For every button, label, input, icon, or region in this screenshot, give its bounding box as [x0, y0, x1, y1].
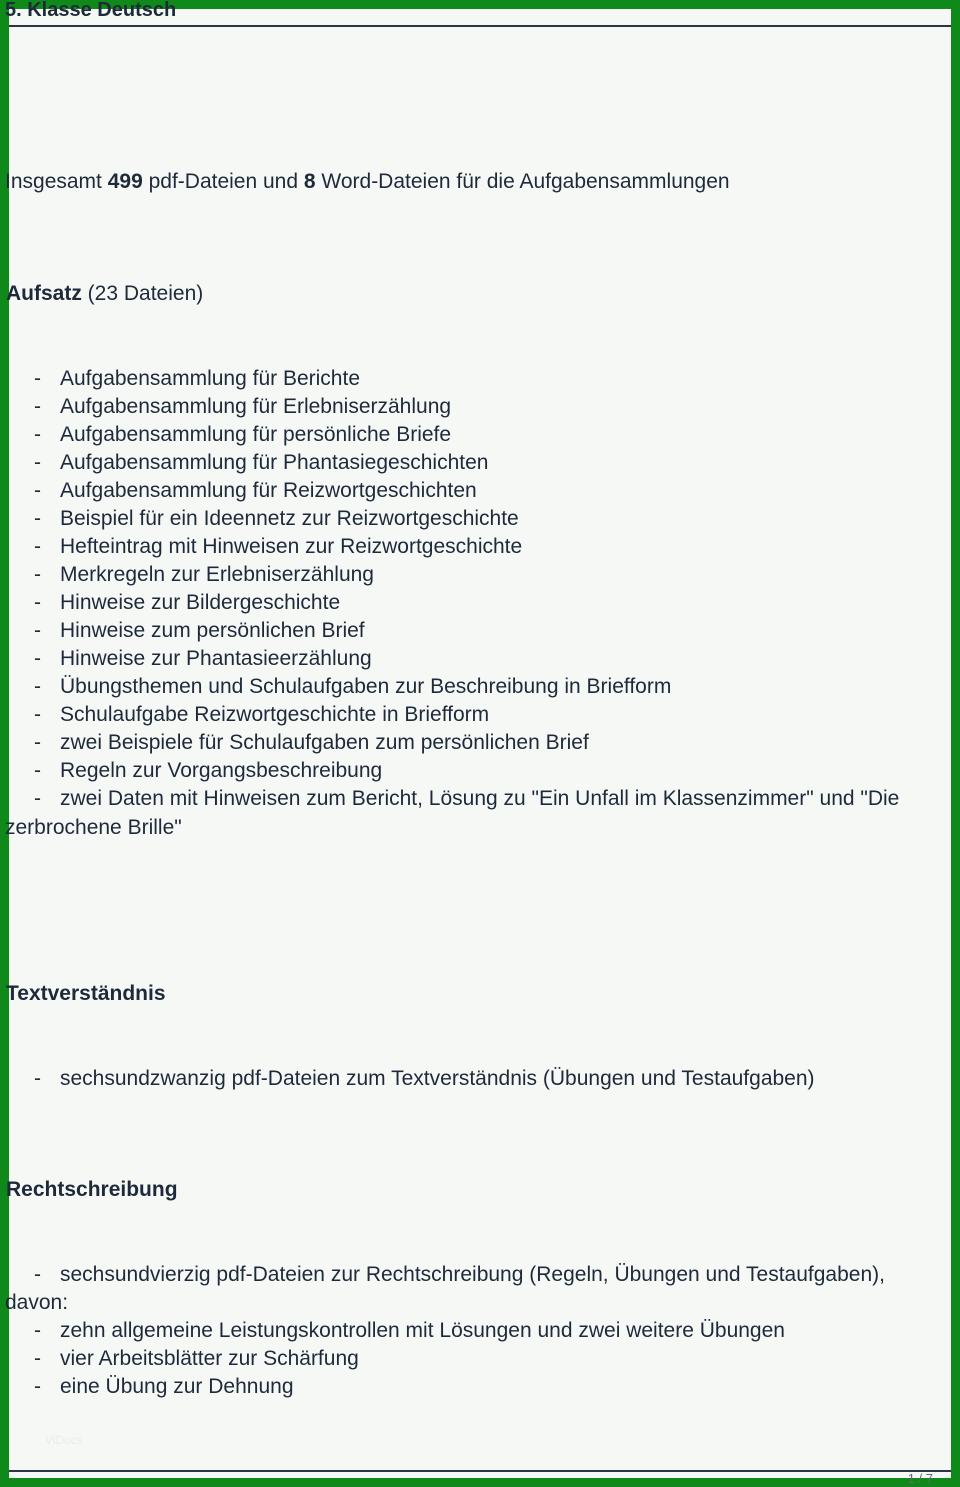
list-item	[9, 449, 899, 477]
section-heading-aufsatz	[6, 282, 203, 306]
list-item-text: Übungsthemen und Schulaufgaben zur Beschreibung in Briefform	[60, 675, 672, 698]
textverstaendnis-heading: Textverständnis	[6, 982, 166, 1005]
list-item	[9, 1345, 785, 1373]
bullet-dash: -	[34, 367, 41, 390]
list-item	[9, 1317, 785, 1345]
list-item	[9, 561, 899, 589]
bullet-dash: -	[34, 395, 41, 418]
list-item	[9, 477, 899, 505]
intro-prefix: Insgesamt	[5, 170, 108, 193]
list-item	[9, 701, 899, 729]
list-item-text: Aufgabensammlung für Reizwortgeschichten	[60, 479, 477, 502]
list-item-text: Hinweise zur Bildergeschichte	[60, 591, 341, 614]
bullet-dash: -	[34, 1375, 41, 1398]
list-item-text: Hinweise zur Phantasieerzählung	[60, 647, 372, 670]
list-item	[9, 1373, 785, 1401]
list-item	[9, 505, 899, 533]
list-item	[9, 393, 899, 421]
page-number: 1 / 7	[907, 1471, 933, 1486]
bullet-dash: -	[34, 535, 41, 558]
list-item	[9, 1261, 885, 1289]
bullet-dash: -	[34, 703, 41, 726]
list-item-text: Regeln zur Vorgangsbeschreibung	[60, 759, 383, 782]
list-item-text: vier Arbeitsblätter zur Schärfung	[60, 1347, 359, 1370]
list-item-text: zehn allgemeine Leistungskontrollen mit Lösungen und zwei weitere Übungen	[60, 1319, 785, 1342]
list-item	[9, 421, 899, 449]
list-item-text: zwei Beispiele für Schulaufgaben zum persönlichen Brief	[60, 731, 589, 754]
aufsatz-list	[9, 365, 899, 813]
list-item-text: Hinweise zum persönlichen Brief	[60, 619, 365, 642]
list-item	[9, 757, 899, 785]
rechtschreibung-heading: Rechtschreibung	[6, 1178, 178, 1201]
bullet-dash: -	[34, 591, 41, 614]
bullet-dash: -	[34, 451, 41, 474]
section-heading-rechtschreibung	[6, 1178, 178, 1202]
header-rule	[9, 25, 951, 27]
list-item-text: Beispiel für ein Ideennetz zur Reizwortgeschichte	[60, 507, 519, 530]
list-item-text: Hefteintrag mit Hinweisen zur Reizwortgeschichte	[60, 535, 523, 558]
intro-line	[5, 170, 730, 194]
bullet-dash: -	[34, 507, 41, 530]
list-item-text: Aufgabensammlung für Phantasiegeschichten	[60, 451, 489, 474]
bullet-dash: -	[34, 619, 41, 642]
list-item-text: Merkregeln zur Erlebniserzählung	[60, 563, 374, 586]
list-item	[9, 617, 899, 645]
list-item	[9, 785, 899, 813]
bullet-dash: -	[34, 479, 41, 502]
list-item	[9, 533, 899, 561]
list-item	[9, 365, 899, 393]
bullet-dash: -	[34, 1347, 41, 1370]
rechtschreibung-list	[9, 1261, 885, 1289]
aufsatz-heading: Aufsatz	[6, 282, 82, 305]
watermark: ViDocs	[45, 1433, 83, 1447]
rechtschreibung-continuation: davon:	[5, 1291, 69, 1314]
document-title: 5. Klasse Deutsch	[5, 0, 177, 21]
bullet-dash: -	[34, 1067, 41, 1090]
section-heading-textverstaendnis	[6, 982, 166, 1006]
list-item	[9, 645, 899, 673]
intro-pdf-count: 499	[107, 170, 143, 193]
bullet-dash: -	[34, 759, 41, 782]
list-item-text: sechsundvierzig pdf-Dateien zur Rechtschreibung (Regeln, Übungen und Testaufgaben),	[60, 1263, 885, 1286]
bullet-dash: -	[34, 563, 41, 586]
intro-word-count: 8	[303, 170, 316, 193]
bullet-dash: -	[34, 1263, 41, 1286]
document-page	[5, 0, 951, 1486]
aufsatz-continuation: zerbrochene Brille"	[5, 816, 182, 839]
footer-rule	[9, 1470, 951, 1472]
bullet-dash: -	[34, 787, 41, 810]
rechtschreibung-sub-list	[9, 1317, 785, 1401]
list-item-text: Aufgabensammlung für Erlebniserzählung	[60, 395, 452, 418]
list-item-text: zwei Daten mit Hinweisen zum Bericht, Lösung zu "Ein Unfall im Klassenzimmer" und "Die	[60, 787, 900, 810]
intro-suffix: Word-Dateien für die Aufgabensammlungen	[315, 170, 730, 193]
bullet-dash: -	[34, 675, 41, 698]
bullet-dash: -	[34, 731, 41, 754]
intro-mid: pdf-Dateien und	[142, 170, 304, 193]
list-item-text: Schulaufgabe Reizwortgeschichte in Briefform	[60, 703, 490, 726]
bullet-dash: -	[34, 647, 41, 670]
list-item	[9, 729, 899, 757]
aufsatz-count: (23 Dateien)	[81, 282, 204, 305]
bullet-dash: -	[34, 423, 41, 446]
list-item-text: sechsundzwanzig pdf-Dateien zum Textverständnis (Übungen und Testaufgaben)	[60, 1067, 815, 1090]
list-item-text: Aufgabensammlung für Berichte	[60, 367, 360, 390]
textverstaendnis-list	[9, 1065, 815, 1093]
list-item	[9, 673, 899, 701]
list-item-text: eine Übung zur Dehnung	[60, 1375, 294, 1398]
list-item	[9, 589, 899, 617]
list-item	[9, 1065, 815, 1093]
list-item-text: Aufgabensammlung für persönliche Briefe	[60, 423, 452, 446]
bullet-dash: -	[34, 1319, 41, 1342]
